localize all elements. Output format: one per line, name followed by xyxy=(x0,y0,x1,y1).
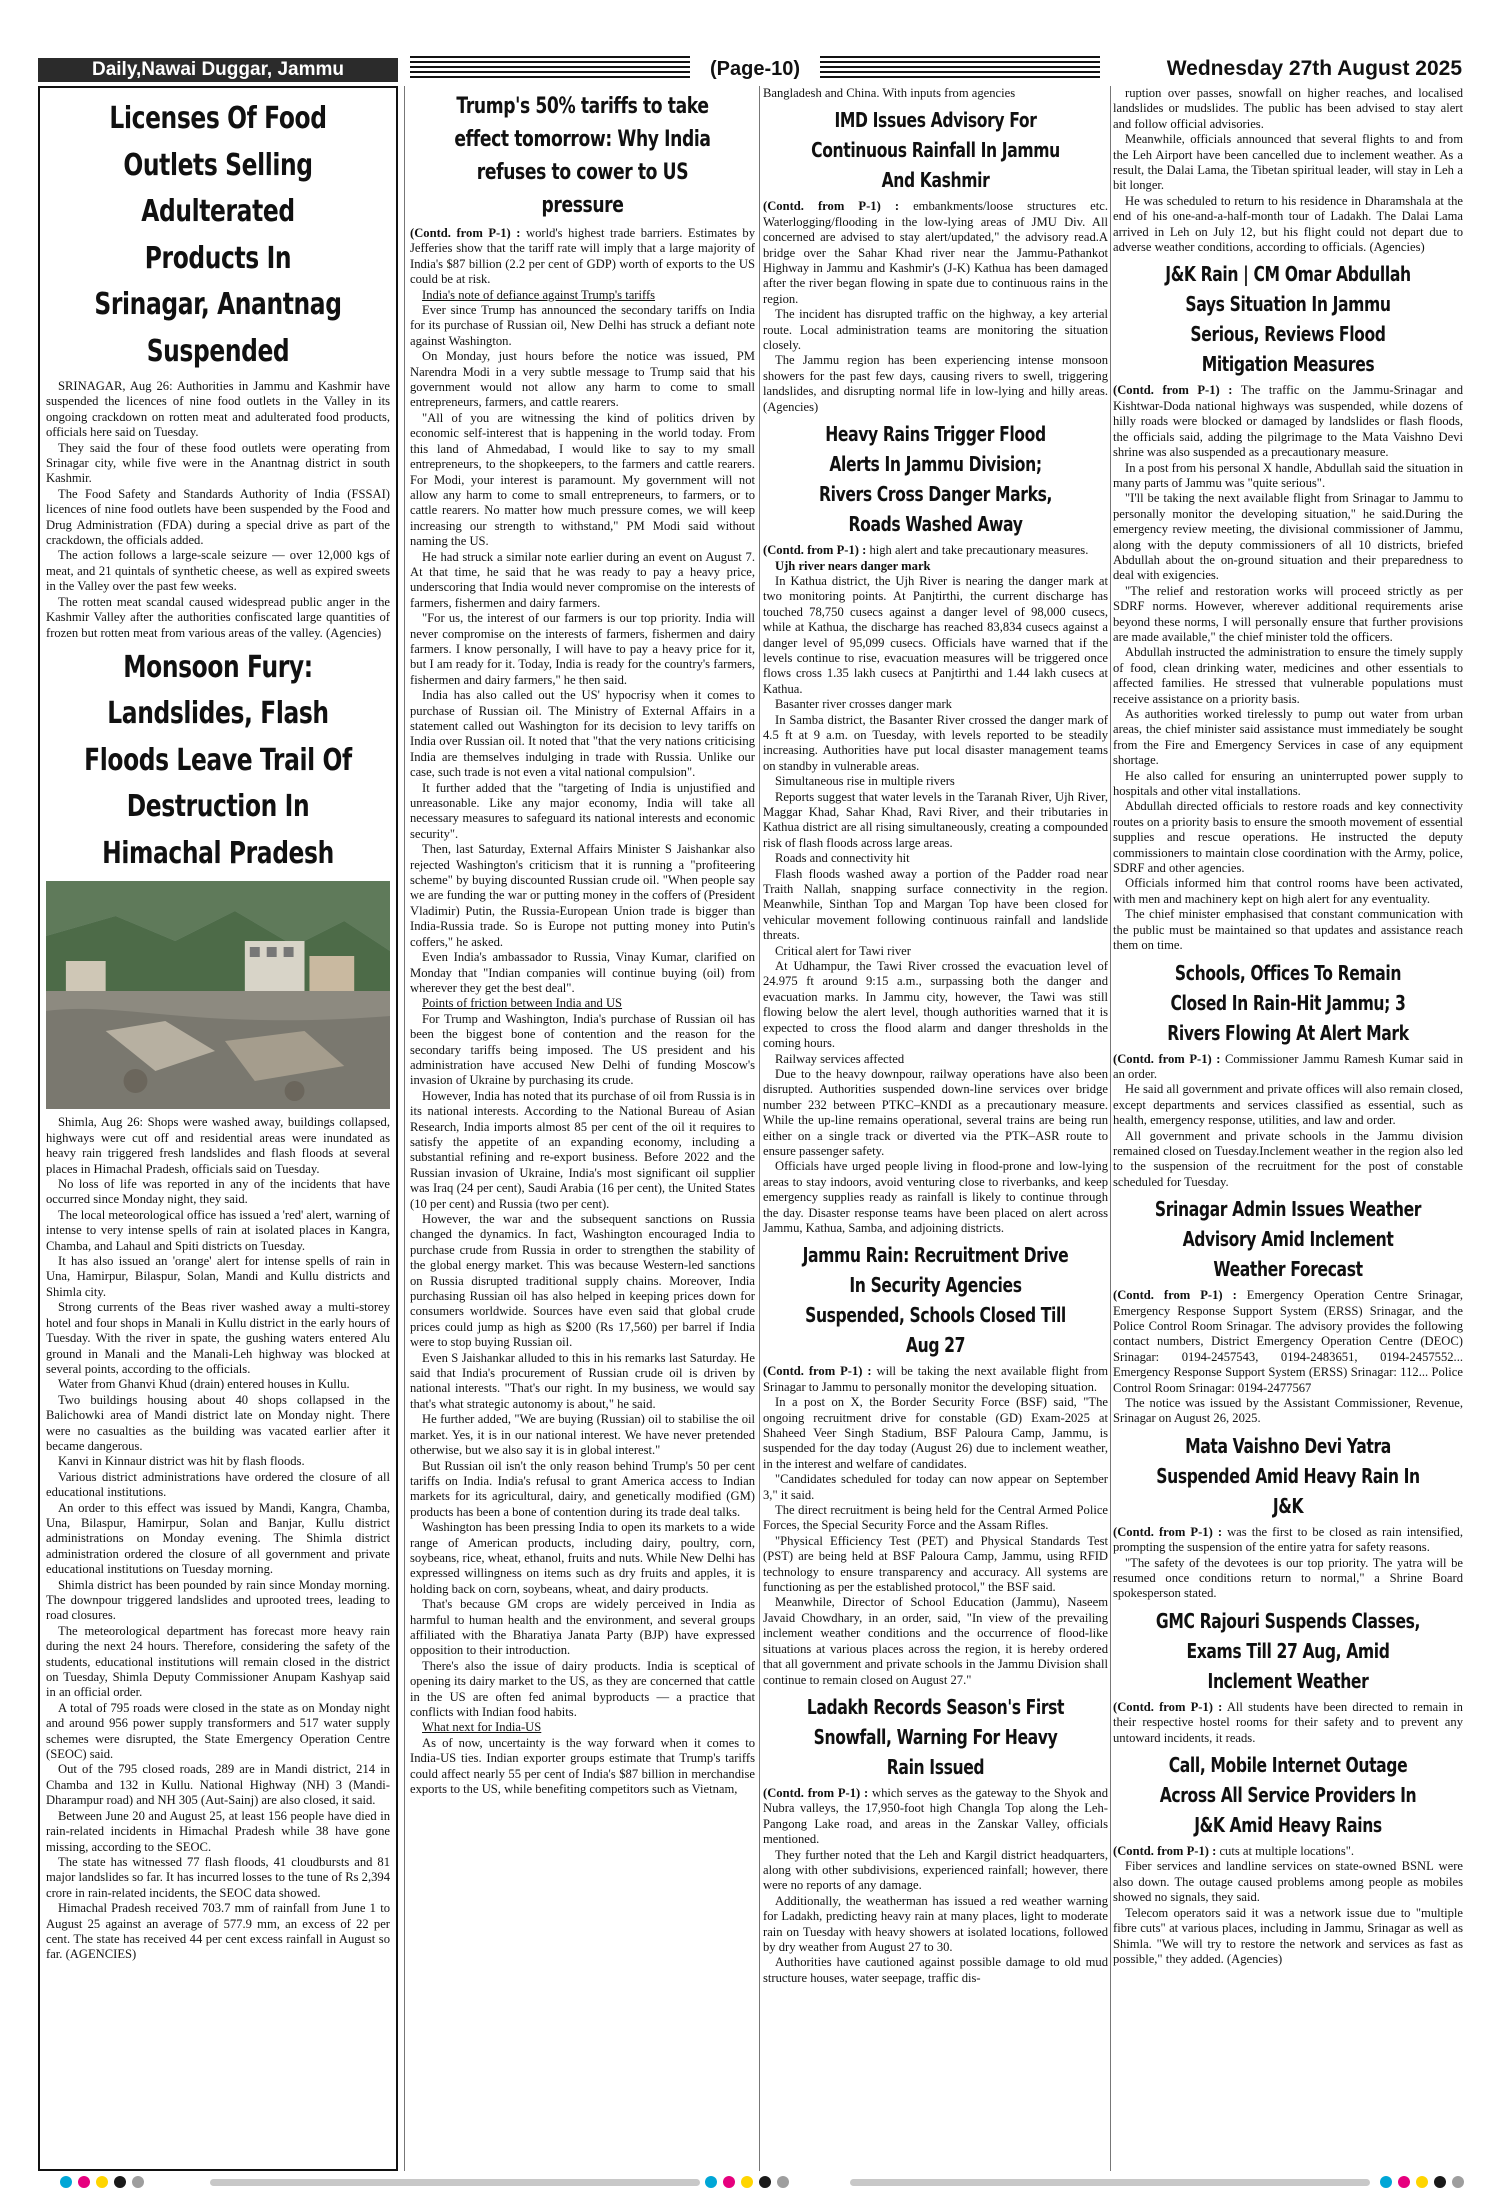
paragraph: "The relief and restoration works will proceed strictly as per SDRF norms. However, wherever additional requirements arise beyond these norms, I will personally ensure that further provisions are made available," the chief minister told the officers. xyxy=(1113,583,1463,644)
paragraph: The local meteorological office has issued a 'red' alert, warning of intense to very intense spells of rain at isolated places in Kangra, Chamba, and Lahaul and Spiti districts on Tuesday. xyxy=(46,1207,390,1253)
paragraph: In a post on X, the Border Security Force (BSF) said, "The ongoing recruitment drive for constable (GD) Exam-2025 at Shaheed Veer Singh Stadium, BSF Paloura Camp, Jammu, is suspended for the day today (August 26) due to inclement weather, in the interest and welfare of candidates. xyxy=(763,1395,1108,1471)
paragraph: It has also issued an 'orange' alert for intense spells of rain in Una, Hamirpur, Bilaspur, Solan, Mandi and Kullu districts and Shimla city. xyxy=(46,1254,390,1299)
article-body-imd xyxy=(763,307,1108,415)
page-number: (Page-10) xyxy=(709,58,801,80)
contd-marker: (Contd. from P-1) : xyxy=(1113,1699,1223,1714)
paragraph: Washington has been pressing India to open its markets to a wide range of American products, including dairy, poultry, corn, soybeans, rice, wheat, ethanol, fruits and nuts. While New Delhi has expressed willingness on items such as dry fruits and apples, it is holding back on corn, soybeans, wheat, and dairy products. xyxy=(410,1520,755,1596)
lead-text: Emergency Operation Centre Srinagar, Emergency Response Support System (ERSS) Srinagar, and the Police Control Room Srinagar. The advisory provides the following contact numbers, District Emergency Operation Centre (DEOC) Srinagar: 0194-2457543, 0194-2483651, 0194-2457552... Emergency Response Support System (ERSS) Srinagar: 112... Police Control Room Srinagar: 0194-2477567 xyxy=(1113,1288,1463,1395)
registration-dot xyxy=(705,2176,717,2188)
paragraph: There's also the issue of dairy products. India is sceptical of opening its dairy market to the US, as they are concerned that cattle in the US are often fed animal byproducts — a practice that conflicts with Indian food habits. xyxy=(410,1658,755,1719)
column-1 xyxy=(38,86,398,2171)
gray-bar xyxy=(850,2179,1370,2186)
headline-flood-alerts: Heavy Rains Trigger Flood Alerts In Jammu Division; Rivers Cross Danger Marks, Roads Washed Away xyxy=(818,422,1053,537)
newspaper-name: Daily,Nawai Duggar, Jammu xyxy=(38,58,398,82)
paragraph: Various district administrations have ordered the closure of all educational institutions. xyxy=(46,1469,390,1500)
paragraph: The Jammu region has been experiencing intense monsoon showers for the past few days, causing rivers to swell, triggering landslides, and disrupting normal life in low-lying and hilly areas. (Agencies) xyxy=(763,353,1108,414)
paragraph: "Physical Efficiency Test (PET) and Physical Standards Test (PST) are being held at BSF Paloura Camp, Jammu, using RFID technology to ensure transparency and accuracy. All systems are functioning as per the established protocol," the BSF said. xyxy=(763,1533,1108,1595)
paragraph: The incident has disrupted traffic on the highway, a key arterial route. Local administration teams are monitoring the situation closely. xyxy=(763,307,1108,353)
paragraph: In Kathua district, the Ujh River is nearing the danger mark at two monitoring points. At Panjtirthi, the current discharge has touched 78,750 cusecs against a danger level of 98,000 cusecs, while at Kathua, the discharge has reached 83,834 cusecs against a danger level of 95,099 cusecs. Officials have warned that if the levels continue to rise, evacuation measures will be triggered once flows cross 1.35 lakh cusecs at Panjtirthi and 1.44 lakh cusecs at Kathua. xyxy=(763,573,1108,696)
paragraph: Railway services affected xyxy=(775,1051,905,1066)
lead-text: cuts at multiple locations". xyxy=(1219,1844,1355,1859)
paragraph: Shimla, Aug 26: Shops were washed away, buildings collapsed, highways were cut off and residential areas were inundated as heavy rain triggered fresh landslides and flash floods at several places in Himachal Pradesh, officials said on Tuesday. xyxy=(46,1115,390,1176)
paragraph: The action follows a large-scale seizure — over 12,000 kgs of meat, and 21 quintals of synthetic cheese, as well as expired sweets in the Valley over the past few weeks. xyxy=(46,548,390,594)
paragraph: He had struck a similar note earlier during an event on August 7. At that time, he said that he was ready to pay a heavy price, underscoring that India would never compromise on the interests of farmers, fishermen and dairy farmers. xyxy=(410,549,755,610)
registration-dot xyxy=(132,2176,144,2188)
paragraph: But Russian oil isn't the only reason behind Trump's 50 per cent tariffs on India. India's refusal to grant America access to Indian markets for its agricultural, dairy, and genetically modified (GM) products has been a bone of contention during its trade deal talks. xyxy=(410,1458,755,1519)
paragraph: He also called for ensuring an uninterrupted power supply to hospitals and other vital installations. xyxy=(1113,768,1463,799)
paragraph: The Food Safety and Standards Authority of India (FSSAI) licences of nine food outlets have been suspended by the Food and Drug Administration (FDA) during a special drive as part of the crackdown, the officials added. xyxy=(46,486,390,548)
paragraph: Additionally, the weatherman has issued a red weather warning for Ladakh, predicting heavy rain at many places, light to moderate rain on Tuesday with heavy showers at isolated locations, followed by dry weather from August 27 to 30. xyxy=(763,1893,1108,1954)
article-body-friction xyxy=(410,1012,755,1721)
registration-dot xyxy=(723,2176,735,2188)
contd-marker: (Contd. from P-1) : xyxy=(1113,1844,1217,1859)
subhead-friction xyxy=(410,996,755,1011)
article-body-schools xyxy=(1113,1082,1463,1190)
registration-dot xyxy=(741,2176,753,2188)
article-lead-trump-tariffs xyxy=(410,226,755,288)
color-registration-dots xyxy=(60,2176,144,2188)
headline-srinagar-advisory: Srinagar Admin Issues Weather Advisory Amid Inclement Weather Forecast xyxy=(1154,1197,1422,1282)
paragraph: It further added that the "targeting of India is unjustified and unreasonable. Like any major economy, India will take all necessary measures to safeguard its national interests and economic security". xyxy=(410,780,755,841)
lead-text: was the first to be closed as rain intensified, prompting the suspension of the entire yatra for safety reasons. xyxy=(1113,1524,1463,1555)
contd-marker: (Contd. from P-1) : xyxy=(1113,1288,1237,1303)
contd-marker: (Contd. from P-1) : xyxy=(763,1364,872,1379)
subhead-text: India's note of defiance against Trump's tariffs xyxy=(422,287,656,302)
subhead-text: Ujh river nears danger mark xyxy=(775,558,931,573)
lead-text: world's highest trade barriers. Estimates by Jefferies show that the tariff rate will imply that a large majority of India's $87 billion (2.2 per cent of GDP) worth of exports to the US could be at risk. xyxy=(410,226,755,287)
headline-ladakh-snowfall: Ladakh Records Season's First Snowfall, Warning For Heavy Rain Issued xyxy=(806,1694,1065,1779)
paragraph: Officials have urged people living in flood-prone and low-lying areas to stay indoors, avoid venturing close to riverbanks, and keep emergency supplies ready as rainfall is likely to continue through the day. Disaster response teams have been placed on alert across Jammu, Kathua, Samba, and adjoining districts. xyxy=(763,1159,1108,1235)
paragraph: Flash floods washed away a portion of the Padder road near Traith Nallah, snapping surface connectivity in the region. Meanwhile, Sinthan Top and Margan Top have been closed for vehicular movement following continuous rainfall and landslide threats. xyxy=(763,866,1108,943)
column-3 xyxy=(763,86,1108,2176)
paragraph: Strong currents of the Beas river washed away a multi-storey hotel and four shops in Manali in Kullu district in the early hours of Tuesday. With the river in spate, the gushing waters entered Alu ground in Manali and the Manali-Leh highway was blocked at several points, according to the officials. xyxy=(46,1300,390,1376)
paragraph: As of now, uncertainty is the way forward when it comes to India-US ties. Indian exporter groups estimate that Trump's tariffs could affect nearly 55 per cent of India's $87 billion in merchandise exports to the US, while benefiting competitors such as Vietnam, xyxy=(410,1735,755,1797)
paragraph: Roads and connectivity hit xyxy=(775,851,910,866)
paragraph: All government and private schools in the Jammu division remained closed on Tuesday.Inclement weather in the region also led to the suspension of the recruitment for the post of constable scheduled for Tuesday. xyxy=(1113,1128,1463,1189)
paragraph: Abdullah directed officials to restore roads and key connectivity routes on a priority basis to ensure the smooth movement of essential supplies and rescue operations. He instructed the deputy commissioners to maintain close coordination with the Army, police, SDRF and other agencies. xyxy=(1113,799,1463,876)
paragraph: The direct recruitment is being held for the Central Armed Police Forces, the Special Security Force and the Assam Rifles. xyxy=(763,1503,1108,1533)
article-lead-recruitment xyxy=(763,1364,1108,1395)
paragraph: Fiber services and landline services on state-owned BSNL were also down. The outage caused problems among people as mobiles showed no signals, they said. xyxy=(1113,1859,1463,1905)
contd-marker: (Contd. from P-1) : xyxy=(763,543,867,558)
column-divider xyxy=(1110,86,1111,2171)
paragraph: That's because GM crops are widely perceived in India as harmful to human health and the environment, and several groups affiliated with the Bharatiya Janata Party (BJP) have expressed opposition to their introduction. xyxy=(410,1597,755,1658)
subhead-defiance xyxy=(410,288,755,303)
headline-monsoon-fury: Monsoon Fury: Landslides, Flash Floods Leave Trail Of Destruction In Himachal Pradesh xyxy=(84,649,352,871)
paragraph: The chief minister emphasised that constant communication with the public must be maintained so that updates and assistance reach them on time. xyxy=(1113,907,1463,953)
registration-dot xyxy=(1380,2176,1392,2188)
paragraph: Abdullah instructed the administration to ensure the timely supply of food, clean drinking water, medicines and other essentials to affected families. He stressed that vulnerable populations must receive assistance on a priority basis. xyxy=(1113,645,1463,706)
paragraph: He said all government and private offices will also remain closed, except departments and services classified as essential, such as health, emergency response, utilities, and law and order. xyxy=(1113,1082,1463,1128)
paragraph: Simultaneous rise in multiple rivers xyxy=(775,774,955,789)
paragraph: Authorities have cautioned against possible damage to old mud structure houses, water seepage, traffic dis- xyxy=(763,1955,1108,1985)
paragraph: SRINAGAR, Aug 26: Authorities in Jammu and Kashmir have suspended the licences of nine food outlets in the Valley in its ongoing crackdown on rotten meat and adulterated food products, officials here said on Tuesday. xyxy=(46,379,390,440)
article-body-outage xyxy=(1113,1859,1463,1967)
paragraph: Reports suggest that water levels in the Taranah River, Ujh River, Maggar Khad, Sahar Khad, Ravi River, and their tributaries in Kathua district are all rising simultaneously, creating a compounded risk of flash floods across large areas. xyxy=(763,789,1108,850)
lead-text: high alert and take precautionary measures. xyxy=(869,543,1089,558)
article-lead-imd xyxy=(763,199,1108,307)
paragraph: "All of you are witnessing the kind of politics driven by economic self-interest that is happening in the world today. From this land of Ahmedabad, I would like to say to my small entrepreneurs, to the shopkeepers, to the farmers and cattle rearers. For Modi, your interest is paramount. My government will not allow any harm to come to small entrepreneurs, to farmers, or to cattle rearers. No matter how much pressure comes, we will keep increasing our strength to withstand," PM Modi said without naming the US. xyxy=(410,410,755,549)
lead-text: which serves as the gateway to the Shyok and Nubra valleys, the 17,950-foot high Changla Top along the Leh-Pangong Lake road, and areas in the Zanskar Valley, officials mentioned. xyxy=(763,1785,1108,1847)
paragraph: "Candidates scheduled for today can now appear on September 3," it said. xyxy=(763,1472,1108,1502)
color-registration-dots xyxy=(1380,2176,1464,2188)
paragraph: Telecom operators said it was a network issue due to "multiple fibre cuts" at various places, including in Jammu, Srinagar as well as Shimla. "We will try to restore the network and services as fast as possible," they added. (Agencies) xyxy=(1113,1905,1463,1966)
article-body-flood-alerts xyxy=(763,574,1108,1236)
paragraph: "The safety of the devotees is our top priority. The yatra will be resumed once conditions return to normal," a Shrine Board spokesperson stated. xyxy=(1113,1555,1463,1601)
paragraph: Out of the 795 closed roads, 289 are in Mandi district, 214 in Chamba and 132 in Kullu. National Highway (NH) 3 (Mandi-Dharampur road) and NH 305 (Aut-Sainj) are also closed, it said. xyxy=(46,1762,390,1808)
headline-internet-outage: Call, Mobile Internet Outage Across All Service Providers In J&K Amid Heavy Rains xyxy=(1159,1753,1417,1838)
paragraph: An order to this effect was issued by Mandi, Kangra, Chamba, Una, Bilaspur, Hamirpur, Solan and Banjar, Kullu district administrations on Monday evening. The Shimla district administration ordered the closure of all government and private educational institutions on Tuesday morning. xyxy=(46,1500,390,1577)
registration-strip xyxy=(0,2176,1500,2190)
paragraph: However, India has noted that its purchase of oil from Russia is in its national interests. According to the National Bureau of Asian Research, India imports almost 85 per cent of the oil it requires to satisfy the appetite of an expanding economy, including a substantial refining and re-export business. Before 2022 and the Russian invasion of Ukraine, India's most significant oil supplier was Iraq (24 per cent), Saudi Arabia (16 per cent), the United States (10 per cent) and Russia (two per cent). xyxy=(410,1088,755,1211)
paragraph: Between June 20 and August 25, at least 156 people have died in rain-related incidents in Himachal Pradesh while 38 have gone missing, according to the SEOC. xyxy=(46,1808,390,1854)
article-body-vaishno xyxy=(1113,1556,1463,1602)
contd-marker: (Contd. from P-1) : xyxy=(1113,1524,1223,1539)
lead-text: embankments/loose structures etc. Waterlogging/flooding in the low-lying areas of JMU Div. All concerned are advised to stay alert/updated," the advisory read.A bridge over the Sahar Khad river near the Jammu-Pathankot Highway in Jammu and Kashmir's (J-K) Kathua has been damaged after the river began flowing in spate due to continuous rains in the region. xyxy=(763,199,1108,306)
registration-dot xyxy=(759,2176,771,2188)
paragraph: As authorities worked tirelessly to pump out water from urban areas, the chief minister said assistance must immediately be sought from the Fire and Emergency Services in case of any equipment shortage. xyxy=(1113,707,1463,768)
paragraph: The notice was issued by the Assistant Commissioner, Revenue, Srinagar on August 26, 2025. xyxy=(1113,1396,1463,1426)
issue-date: Wednesday 27th August 2025 xyxy=(1166,57,1462,80)
subhead-ujh xyxy=(763,559,1108,574)
paragraph: No loss of life was reported in any of the incidents that have occurred since Monday night, they said. xyxy=(46,1177,390,1207)
paragraph: On Monday, just hours before the notice was issued, PM Narendra Modi in a very subtle message to Trump said that his government would not allow any harm to come to small entrepreneurs, farmers, and cattle rearers. xyxy=(410,349,755,410)
registration-dot xyxy=(114,2176,126,2188)
color-registration-dots xyxy=(705,2176,789,2188)
page-number-bar xyxy=(410,56,1100,82)
paragraph: Due to the heavy downpour, railway operations have also been disrupted. Authorities suspended down-line services over bridge number 232 between PTKC–KNDI as a precautionary measure. While the up-line remains operational, several trains are being run either on a single track or diverted via the PTK–ASR route to ensure passenger safety. xyxy=(763,1066,1108,1158)
column-divider xyxy=(404,86,405,2171)
paragraph: India has also called out the US' hypocrisy when it comes to purchase of Russian oil. The Ministry of External Affairs in a statement called out Washington for its decision to levy tariffs on India over Russian oil. It noted that "that the very nations criticising India are themselves indulging in trade with Russia. Unlike our case, such trade is not even a vital national compulsion". xyxy=(410,688,755,780)
article-lead-cm-omar xyxy=(1113,383,1463,460)
paragraph: Even India's ambassador to Russia, Vinay Kumar, clarified on Monday that "Indian companies will continue buying (oil) from wherever they get the best deal". xyxy=(410,950,755,995)
subhead-text: What next for India-US xyxy=(422,1720,542,1735)
contd-marker: (Contd. from P-1) : xyxy=(763,1785,869,1800)
registration-dot xyxy=(60,2176,72,2188)
registration-dot xyxy=(78,2176,90,2188)
gray-bar xyxy=(210,2179,700,2186)
registration-dot xyxy=(1398,2176,1410,2188)
paragraph: Even S Jaishankar alluded to this in his remarks last Saturday. He said that India's procurement of Russian crude oil is driven by national interests. "That's our right. In my business, we would say that's what strategic autonomy is about," he said. xyxy=(410,1350,755,1411)
article-lead-ladakh xyxy=(763,1786,1108,1848)
continued-text: Bangladesh and China. With inputs from agencies xyxy=(763,86,1016,100)
registration-dot xyxy=(1434,2176,1446,2188)
article-body-food-licences xyxy=(46,379,390,641)
paragraph: Kanvi in Kinnaur district was hit by flash floods. xyxy=(58,1454,305,1469)
paragraph: Two buildings housing about 40 shops collapsed in the Balichowki area of Mandi district late on Monday night. There were no casualties as the building was vacated earlier after it became dangerous. xyxy=(46,1392,390,1453)
paragraph: In a post from his personal X handle, Abdullah said the situation in many parts of Jammu was "quite serious". xyxy=(1113,460,1463,490)
lead-text: All students have been directed to remain in their respective hostel rooms for their safety and to prevent any untoward incidents, it reads. xyxy=(1113,1699,1463,1745)
paragraph: He further added, "We are buying (Russian) oil to stabilise the oil market. Yes, it is in our national interest. We have never pretended otherwise, but we also say it is in global interest." xyxy=(410,1412,755,1458)
paragraph: In Samba district, the Basanter River crossed the danger mark of 4.5 ft at 9 a.m. on Tuesday, with levels reported to be steadily increasing. Authorities have put local disaster management teams on standby in vulnerable areas. xyxy=(763,712,1108,773)
article-lead-vaishno xyxy=(1113,1525,1463,1556)
article-body-defiance xyxy=(410,303,755,996)
registration-dot xyxy=(1452,2176,1464,2188)
article-body-srinagar xyxy=(1113,1396,1463,1427)
article-lead-gmc xyxy=(1113,1700,1463,1746)
headline-recruitment-suspended: Jammu Rain: Recruitment Drive In Security Agencies Suspended, Schools Closed Till Aug 27 xyxy=(802,1243,1069,1358)
contd-marker: (Contd. from P-1) : xyxy=(410,226,521,240)
paragraph: Then, last Saturday, External Affairs Minister S Jaishankar also rejected Washington's criticism that it is running a "profiteering scheme" by buying discounted Russian crude oil. "When people say we are funding the war or putting money in the coffers of (President Vladimir) Putin, the Russia-European Union trade is bigger than India-Russia trade. So is Europe not putting money into Putin's coffers," he asked. xyxy=(410,842,755,949)
article-body-what-next xyxy=(410,1736,755,1798)
paragraph: "I'll be taking the next available flight from Srinagar to Jammu to personally monitor the developing situation," he said.During the emergency review meeting, the divisional commissioner of Jammu, along with the deputy commissioners of all 10 districts, briefed Abdullah about the on-ground situation and their preparedness to deal with exigencies. xyxy=(1113,491,1463,583)
flood-photo xyxy=(46,881,390,1109)
article-lead-schools xyxy=(1113,1052,1463,1083)
column-4 xyxy=(1113,86,1463,2176)
subhead-text: Points of friction between India and US xyxy=(422,996,623,1011)
continued-ladakh xyxy=(1113,86,1463,255)
paragraph: They further noted that the Leh and Kargil district headquarters, along with other subdivisions, experienced rainfall; however, there were no reports of any damage. xyxy=(763,1847,1108,1893)
paragraph: "For us, the interest of our farmers is our top priority. India will never compromise on the interests of farmers, fishermen and dairy farmers. I know personally, I will have to pay a heavy price for it, but I am ready for it. Today, India is ready for the country's farmers, fishermen and dairy farmers," he then said. xyxy=(410,611,755,687)
paragraph: ruption over passes, snowfall on higher reaches, and localised landslides or mudslides. The public has been advised to stay alert and follow official advisories. xyxy=(1113,86,1463,131)
subhead-what-next xyxy=(410,1720,755,1735)
article-lead-srinagar xyxy=(1113,1288,1463,1396)
paragraph: For Trump and Washington, India's purchase of Russian oil has been the biggest bone of contention and the reason for the secondary tariffs being imposed. The US president and his administration have accused New Delhi of funding Moscow's invasion of Ukraine by purchasing its crude. xyxy=(410,1011,755,1088)
article-lead-flood-alerts xyxy=(763,543,1108,558)
headline-imd-advisory: IMD Issues Advisory For Continuous Rainfall In Jammu And Kashmir xyxy=(811,108,1060,193)
paragraph: Water from Ghanvi Khud (drain) entered houses in Kullu. xyxy=(58,1377,350,1392)
headline-food-licences: Licenses Of Food Outlets Selling Adulterated Products In Srinagar, Anantnag Suspended xyxy=(94,101,342,369)
paragraph: Shimla district has been pounded by rain since Monday morning. The downpour triggered landslides and uprooted trees, leading to road closures. xyxy=(46,1577,390,1623)
paragraph: However, the war and the subsequent sanctions on Russia changed the dynamics. In fact, Washington encouraged India to purchase crude from Russia in order to strengthen the stability of the global energy market. This was because Western-led sanctions on Russia disrupted traditional supply chains. Moreover, India purchasing Russian oil has also helped in keeping prices down for consumers worldwide. Sources have even said that global crude prices could jump as high as $200 (Rs 17,560) per barrel if India were to stop buying Russian oil. xyxy=(410,1212,755,1350)
paragraph: Ever since Trump has announced the secondary tariffs on India for its purchase of Russian oil, New Delhi has struck a defiant note against Washington. xyxy=(410,303,755,348)
paragraph: A total of 795 roads were closed in the state as on Monday night and around 956 power supply transformers and 517 water supply schemes were disrupted, the State Emergency Operation Centre (SEOC) said. xyxy=(46,1700,390,1762)
paragraph: Officials informed him that control rooms have been activated, with men and machinery kept on high alert for any eventuality. xyxy=(1113,876,1463,906)
paragraph: The rotten meat scandal caused widespread public anger in the Kashmir Valley after the authorities confiscated large quantities of frozen but rotten meat from various areas of the valley. (Agencies) xyxy=(46,594,390,640)
paragraph: Meanwhile, Director of School Education (Jammu), Naseem Javaid Chowdhary, in an order, said, "In view of the prevailing inclement weather conditions and the occurrence of flood-like situations at various places across the region, it is hereby ordered that all government and private schools in the Jammu Division shall continue to remain closed on August 27." xyxy=(763,1595,1108,1687)
column-divider xyxy=(759,86,760,2171)
column-2 xyxy=(410,86,755,2176)
header-rule-right xyxy=(820,56,1100,80)
contd-marker: (Contd. from P-1) : xyxy=(763,199,900,214)
registration-dot xyxy=(96,2176,108,2188)
lead-text: The traffic on the Jammu-Srinagar and Kishtwar-Doda national highways was suspended, while dozens of hilly roads were blocked or damaged by landslides or flash floods, the officials said, adding the pilgrimage to the Mata Vaishno Devi shrine was also suspended as a precautionary measure. xyxy=(1113,383,1463,460)
paragraph: Himachal Pradesh received 703.7 mm of rainfall from June 1 to August 25 against an average of 577.9 mm, an excess of 22 per cent. The state has received 44 per cent excess rainfall in August so far. (AGENCIES) xyxy=(46,1901,390,1962)
registration-dot xyxy=(777,2176,789,2188)
paragraph: The state has witnessed 77 flash floods, 41 cloudbursts and 81 major landslides so far. It has incurred losses to the tune of Rs 2,394 crore in rain-related incidents, the SEOC data showed. xyxy=(46,1854,390,1900)
paragraph: Basanter river crosses danger mark xyxy=(775,697,952,712)
header-rule-left xyxy=(410,56,690,80)
paragraph: They said the four of these food outlets were operating from Srinagar city, while five were in the Anantnag district in south Kashmir. xyxy=(46,440,390,486)
headline-schools-offices: Schools, Offices To Remain Closed In Rain-Hit Jammu; 3 Rivers Flowing At Alert Mark xyxy=(1167,960,1409,1045)
paragraph: Critical alert for Tawi river xyxy=(775,943,911,958)
lead-text: will be taking the next available flight from Srinagar to Jammu to personally monitor the developing situation. xyxy=(763,1364,1108,1394)
article-body-monsoon-fury xyxy=(46,1115,390,1962)
headline-gmc-rajouri: GMC Rajouri Suspends Classes, Exams Till 27 Aug, Amid Inclement Weather xyxy=(1155,1608,1421,1693)
headline-cm-omar: J&K Rain | CM Omar Abdullah Says Situation In Jammu Serious, Reviews Flood Mitigation Measures xyxy=(1165,262,1411,377)
flood-photo-image xyxy=(46,881,390,1109)
paragraph: At Udhampur, the Tawi River crossed the evacuation level of 24.975 ft around 9:15 a.m., surpassing both the danger and evacuation marks. In Jammu city, however, the Tawi was still flowing below the alert level, though authorities warned that it is expected to cross the flood alarm and danger thresholds in the coming hours. xyxy=(763,959,1108,1051)
paragraph: Meanwhile, officials announced that several flights to and from the Leh Airport have been cancelled due to inclement weather. As a result, the Dalai Lama, the Tibetan spiritual leader, will stay in Leh a bit longer. xyxy=(1113,132,1463,193)
registration-dot xyxy=(1416,2176,1428,2188)
article-lead-outage xyxy=(1113,1844,1463,1859)
paragraph: The meteorological department has forecast more heavy rain during the next 24 hours. Therefore, considering the safety of the students, educational institutions will remain closed in the district on Tuesday, Shimla Deputy Commissioner Anupam Kashyap said in an official order. xyxy=(46,1623,390,1700)
article-body-cm-omar xyxy=(1113,461,1463,954)
lead-text: Commissioner Jammu Ramesh Kumar said in an order. xyxy=(1113,1051,1463,1081)
article-body-ladakh xyxy=(763,1848,1108,1987)
contd-marker: (Contd. from P-1) : xyxy=(1113,383,1233,398)
headline-trump-tariffs: Trump's 50% tariffs to take effect tomorrow: Why India refuses to cower to US pressure xyxy=(454,94,711,218)
article-body-recruitment xyxy=(763,1395,1108,1688)
paragraph: He was scheduled to return to his residence in Dharamshala at the end of his one-and-a-half-month tour of Ladakh. The Dalai Lama arrived in Leh on July 12, but his flight could not depart due to adverse weather conditions, according to officials. (Agencies) xyxy=(1113,193,1463,255)
contd-marker: (Contd. from P-1) : xyxy=(1113,1051,1221,1066)
headline-vaishno-devi: Mata Vaishno Devi Yatra Suspended Amid Heavy Rain In J&K xyxy=(1156,1433,1420,1518)
